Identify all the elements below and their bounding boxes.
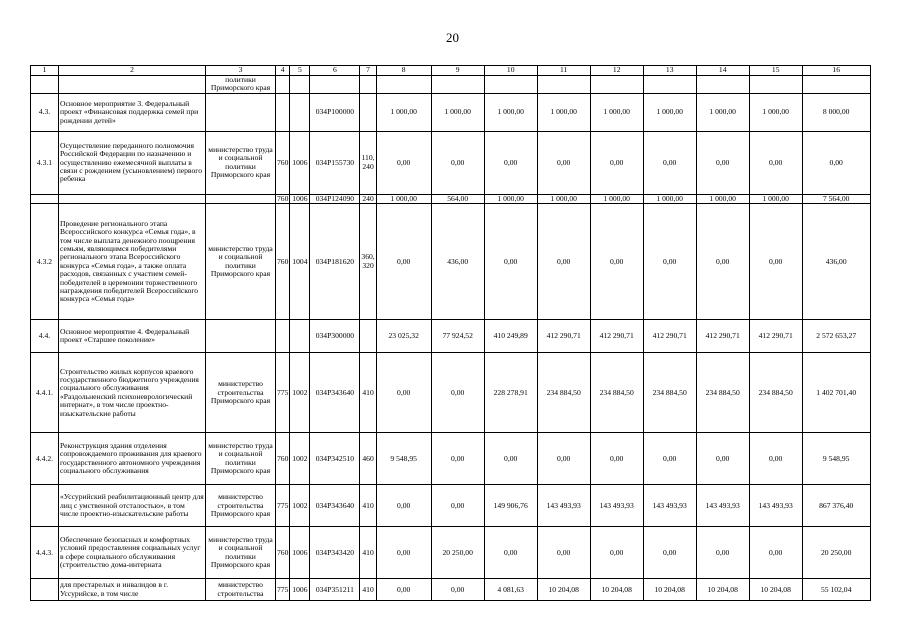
row-value: 1 000,00 bbox=[484, 194, 537, 203]
row-value: 1 000,00 bbox=[696, 194, 749, 203]
row-ministry-code: 775 bbox=[276, 485, 290, 527]
row-ministry-code: 760 bbox=[276, 131, 290, 194]
row-ministry-code: 760 bbox=[276, 204, 290, 320]
column-header: 3 bbox=[206, 66, 276, 76]
row-section-code: 1006 bbox=[290, 527, 310, 579]
row-id: 4.3.1 bbox=[31, 131, 59, 194]
row-id bbox=[31, 485, 59, 527]
column-header: 11 bbox=[537, 66, 590, 76]
row-expense-code: 410 bbox=[360, 579, 376, 601]
row-value: 234 884,50 bbox=[749, 353, 802, 433]
row-value bbox=[749, 76, 802, 94]
row-value: 0,00 bbox=[484, 433, 537, 485]
row-ministry-code bbox=[276, 93, 290, 131]
column-header: 13 bbox=[643, 66, 696, 76]
table-row bbox=[31, 579, 871, 601]
row-name: для престарелых и инвалидов в г. Уссурийске, в том числе bbox=[59, 579, 206, 601]
row-id bbox=[31, 194, 59, 203]
row-value: 0,00 bbox=[590, 527, 643, 579]
row-value: 436,00 bbox=[431, 204, 484, 320]
row-value: 143 493,93 bbox=[590, 485, 643, 527]
column-header: 14 bbox=[696, 66, 749, 76]
row-value: 228 278,91 bbox=[484, 353, 537, 433]
row-value: 1 000,00 bbox=[749, 93, 802, 131]
row-value: 10 204,08 bbox=[696, 579, 749, 601]
row-value: 436,00 bbox=[802, 204, 870, 320]
column-header: 1 bbox=[31, 66, 59, 76]
row-target-code: 034P181620 bbox=[310, 204, 360, 320]
row-target-code: 034P351211 bbox=[310, 579, 360, 601]
row-expense-code: 360, 320 bbox=[360, 204, 376, 320]
row-value: 0,00 bbox=[643, 131, 696, 194]
row-value: 20 250,00 bbox=[802, 527, 870, 579]
row-target-code: 034P100000 bbox=[310, 93, 360, 131]
row-value bbox=[802, 76, 870, 94]
table-row bbox=[31, 194, 871, 203]
row-value bbox=[590, 76, 643, 94]
column-header: 16 bbox=[802, 66, 870, 76]
row-value: 1 000,00 bbox=[643, 194, 696, 203]
row-executor: министерство строительства bbox=[206, 579, 276, 601]
row-value bbox=[537, 76, 590, 94]
row-value: 143 493,93 bbox=[749, 485, 802, 527]
row-value: 412 290,71 bbox=[696, 320, 749, 353]
row-ministry-code: 760 bbox=[277, 194, 289, 203]
row-section-code: 1004 bbox=[290, 204, 310, 320]
row-value: 10 204,08 bbox=[537, 579, 590, 601]
row-expense-code: 460 bbox=[360, 433, 376, 485]
row-value: 2 572 653,27 bbox=[802, 320, 870, 353]
row-value: 55 102,04 bbox=[802, 579, 870, 601]
row-id: 4.3. bbox=[31, 93, 59, 131]
row-value: 20 250,00 bbox=[431, 527, 484, 579]
table-row bbox=[31, 353, 871, 433]
row-section-code bbox=[290, 93, 310, 131]
row-name bbox=[59, 194, 206, 203]
row-value: 0,00 bbox=[431, 485, 484, 527]
row-value: 0,00 bbox=[376, 353, 431, 433]
row-value: 0,00 bbox=[643, 527, 696, 579]
row-value: 0,00 bbox=[431, 433, 484, 485]
row-value: 0,00 bbox=[696, 433, 749, 485]
row-value: 143 493,93 bbox=[643, 485, 696, 527]
budget-table bbox=[30, 65, 871, 601]
row-expense-code: 110, 240 bbox=[360, 131, 376, 194]
row-value: 0,00 bbox=[537, 204, 590, 320]
row-expense-code: 410 bbox=[360, 485, 376, 527]
row-value: 0,00 bbox=[590, 204, 643, 320]
row-section-code: 1006 bbox=[290, 131, 310, 194]
row-executor bbox=[206, 194, 276, 203]
row-name bbox=[59, 76, 206, 94]
row-value: 10 204,08 bbox=[749, 579, 802, 601]
row-value: 0,00 bbox=[376, 579, 431, 601]
row-value: 0,00 bbox=[431, 131, 484, 194]
row-value: 0,00 bbox=[696, 204, 749, 320]
row-value bbox=[431, 76, 484, 94]
row-target-code: 034P155730 bbox=[310, 131, 360, 194]
row-value: 410 249,89 bbox=[484, 320, 537, 353]
column-header: 9 bbox=[431, 66, 484, 76]
row-value: 412 290,71 bbox=[749, 320, 802, 353]
table-row bbox=[31, 131, 871, 194]
row-ministry-code: 775 bbox=[276, 579, 290, 601]
row-executor bbox=[206, 320, 276, 353]
row-value: 0,00 bbox=[376, 485, 431, 527]
row-value: 1 000,00 bbox=[537, 194, 590, 203]
row-id: 4.4.3. bbox=[31, 527, 59, 579]
row-value: 1 000,00 bbox=[376, 93, 431, 131]
row-value: 0,00 bbox=[590, 433, 643, 485]
column-header: 4 bbox=[276, 66, 290, 76]
row-value: 149 906,76 bbox=[484, 485, 537, 527]
row-id: 4.4.2. bbox=[31, 433, 59, 485]
row-value: 9 548,95 bbox=[376, 433, 431, 485]
row-id: 4.3.2 bbox=[31, 204, 59, 320]
column-header: 6 bbox=[310, 66, 360, 76]
row-value: 412 290,71 bbox=[590, 320, 643, 353]
column-header: 15 bbox=[749, 66, 802, 76]
row-section-code: 1002 bbox=[290, 433, 310, 485]
table-row bbox=[31, 93, 871, 131]
row-value: 0,00 bbox=[802, 131, 870, 194]
row-value: 0,00 bbox=[696, 131, 749, 194]
row-ministry-code bbox=[276, 320, 290, 353]
row-value: 0,00 bbox=[537, 131, 590, 194]
row-value: 0,00 bbox=[376, 204, 431, 320]
row-expense-code: 240 bbox=[360, 194, 376, 203]
row-value: 0,00 bbox=[749, 433, 802, 485]
row-section-code: 1002 bbox=[290, 485, 310, 527]
row-value bbox=[696, 76, 749, 94]
row-value: 0,00 bbox=[749, 204, 802, 320]
row-target-code: 034P343640 bbox=[310, 353, 360, 433]
row-value: 10 204,08 bbox=[643, 579, 696, 601]
table-row bbox=[31, 485, 871, 527]
row-name: Обеспечение безопасных и комфортных условий предоставления социальных услуг в сфере социального обслуживания (строительство дома-интерната bbox=[59, 527, 206, 579]
page-number: 20 bbox=[446, 30, 459, 45]
row-value: 1 000,00 bbox=[376, 194, 431, 203]
table-row bbox=[31, 320, 871, 353]
row-id: 4.4.1. bbox=[31, 353, 59, 433]
row-value: 1 402 701,40 bbox=[802, 353, 870, 433]
row-value: 0,00 bbox=[484, 527, 537, 579]
row-target-code: 034P343640 bbox=[310, 485, 360, 527]
row-value: 0,00 bbox=[696, 527, 749, 579]
row-target-code: 034P343420 bbox=[310, 527, 360, 579]
row-name: Основное мероприятие 4. Федеральный проект «Старшее поколение» bbox=[59, 320, 206, 353]
row-value bbox=[376, 76, 431, 94]
row-value: 1 000,00 bbox=[484, 93, 537, 131]
row-value: 0,00 bbox=[643, 204, 696, 320]
row-name: Осуществление переданного полномочия Российской Федерации по назначению и осуществлению ежемесячной выплаты в связи с рождением (усыновлением) первого ребенка bbox=[59, 131, 206, 194]
row-name: Проведение регионального этапа Всероссийского конкурса «Семья года», в том числе выплата денежного поощрения семьям, являющимся победителями регионального этапа Всероссийского конкурса «Семья года», а также оплата расходов, связанных с участием семей-победителей в церемонии торжественного награждения победителей Всероссийского конкурса «Семья года» bbox=[59, 204, 206, 320]
row-ministry-code: 775 bbox=[276, 353, 290, 433]
row-expense-code bbox=[360, 76, 376, 94]
row-value: 1 000,00 bbox=[696, 93, 749, 131]
column-header: 5 bbox=[290, 66, 310, 76]
row-value: 0,00 bbox=[749, 527, 802, 579]
row-value: 0,00 bbox=[376, 527, 431, 579]
row-value: 23 025,32 bbox=[376, 320, 431, 353]
table-row bbox=[31, 433, 871, 485]
row-name: Реконструкция здания отделения сопровождаемого проживания для краевого государственного автономного учреждения социального обслуживания bbox=[59, 433, 206, 485]
row-value: 234 884,50 bbox=[643, 353, 696, 433]
row-value: 234 884,50 bbox=[696, 353, 749, 433]
row-value: 412 290,71 bbox=[643, 320, 696, 353]
row-value: 564,00 bbox=[431, 194, 484, 203]
row-value: 0,00 bbox=[537, 433, 590, 485]
row-value: 0,00 bbox=[484, 131, 537, 194]
row-executor bbox=[206, 93, 276, 131]
row-value: 0,00 bbox=[643, 433, 696, 485]
row-value: 1 000,00 bbox=[590, 194, 643, 203]
row-value: 10 204,08 bbox=[590, 579, 643, 601]
row-executor: политики Приморского края bbox=[206, 76, 276, 94]
row-value: 9 548,95 bbox=[802, 433, 870, 485]
row-executor: министерство труда и социальной политики Приморского края bbox=[206, 131, 276, 194]
row-value bbox=[643, 76, 696, 94]
row-id bbox=[31, 76, 59, 94]
row-target-code bbox=[310, 76, 360, 94]
row-name: Основное мероприятие 3. Федеральный проект «Финансовая поддержка семей при рождении детей» bbox=[59, 93, 206, 131]
row-value: 7 564,00 bbox=[802, 194, 870, 203]
row-value: 0,00 bbox=[431, 353, 484, 433]
row-executor: министерство труда и социальной политики Приморского края bbox=[206, 433, 276, 485]
row-executor: министерство труда и социальной политики Приморского края bbox=[206, 204, 276, 320]
row-section-code bbox=[290, 320, 310, 353]
row-value bbox=[484, 76, 537, 94]
row-executor: министерство строительства Приморского края bbox=[206, 485, 276, 527]
row-id: 4.4. bbox=[31, 320, 59, 353]
table-row bbox=[31, 527, 871, 579]
row-value: 1 000,00 bbox=[749, 194, 802, 203]
row-value: 0,00 bbox=[749, 131, 802, 194]
row-name: Строительство жилых корпусов краевого государственного бюджетного учреждения социального обслуживания «Раздольненский психоневрологический интернат», в том числе проектно-изыскательские работы bbox=[59, 353, 206, 433]
row-expense-code: 410 bbox=[360, 353, 376, 433]
column-header: 2 bbox=[59, 66, 206, 76]
row-name: «Уссурийский реабилитационный центр для лиц с умственной отсталостью», в том числе проектно-изыскательские работы bbox=[59, 485, 206, 527]
row-value: 1 000,00 bbox=[643, 93, 696, 131]
row-id bbox=[31, 579, 59, 601]
row-target-code: 034P124090 bbox=[310, 194, 360, 203]
column-header: 8 bbox=[376, 66, 431, 76]
row-expense-code bbox=[360, 320, 376, 353]
column-header: 7 bbox=[360, 66, 376, 76]
row-expense-code bbox=[360, 93, 376, 131]
row-value: 0,00 bbox=[590, 131, 643, 194]
row-ministry-code: 760 bbox=[276, 527, 290, 579]
row-value: 867 376,40 bbox=[802, 485, 870, 527]
row-value: 1 000,00 bbox=[590, 93, 643, 131]
row-target-code: 034P300000 bbox=[310, 320, 360, 353]
row-target-code: 034P342510 bbox=[310, 433, 360, 485]
row-value: 412 290,71 bbox=[537, 320, 590, 353]
row-value: 0,00 bbox=[376, 131, 431, 194]
row-value: 77 924,52 bbox=[431, 320, 484, 353]
row-value: 143 493,93 bbox=[696, 485, 749, 527]
column-header: 12 bbox=[590, 66, 643, 76]
row-section-code bbox=[290, 76, 310, 94]
row-value: 1 000,00 bbox=[537, 93, 590, 131]
row-executor: министерство труда и социальной политики Приморского края bbox=[206, 527, 276, 579]
row-section-code: 1006 bbox=[290, 579, 310, 601]
table-row bbox=[31, 204, 871, 320]
row-value: 0,00 bbox=[484, 204, 537, 320]
row-value: 0,00 bbox=[431, 579, 484, 601]
row-ministry-code bbox=[276, 76, 290, 94]
row-section-code: 1002 bbox=[290, 353, 310, 433]
row-value: 4 081,63 bbox=[484, 579, 537, 601]
row-ministry-code: 760 bbox=[276, 433, 290, 485]
row-value: 8 000,00 bbox=[802, 93, 870, 131]
row-value: 234 884,50 bbox=[537, 353, 590, 433]
row-section-code: 1006 bbox=[290, 194, 310, 203]
table-row bbox=[31, 76, 871, 94]
row-value: 0,00 bbox=[537, 527, 590, 579]
row-executor: министерство строительства Приморского края bbox=[206, 353, 276, 433]
row-value: 1 000,00 bbox=[431, 93, 484, 131]
row-value: 234 884,50 bbox=[590, 353, 643, 433]
row-value: 143 493,93 bbox=[537, 485, 590, 527]
row-expense-code: 410 bbox=[360, 527, 376, 579]
column-header: 10 bbox=[484, 66, 537, 76]
header-row bbox=[31, 66, 871, 76]
